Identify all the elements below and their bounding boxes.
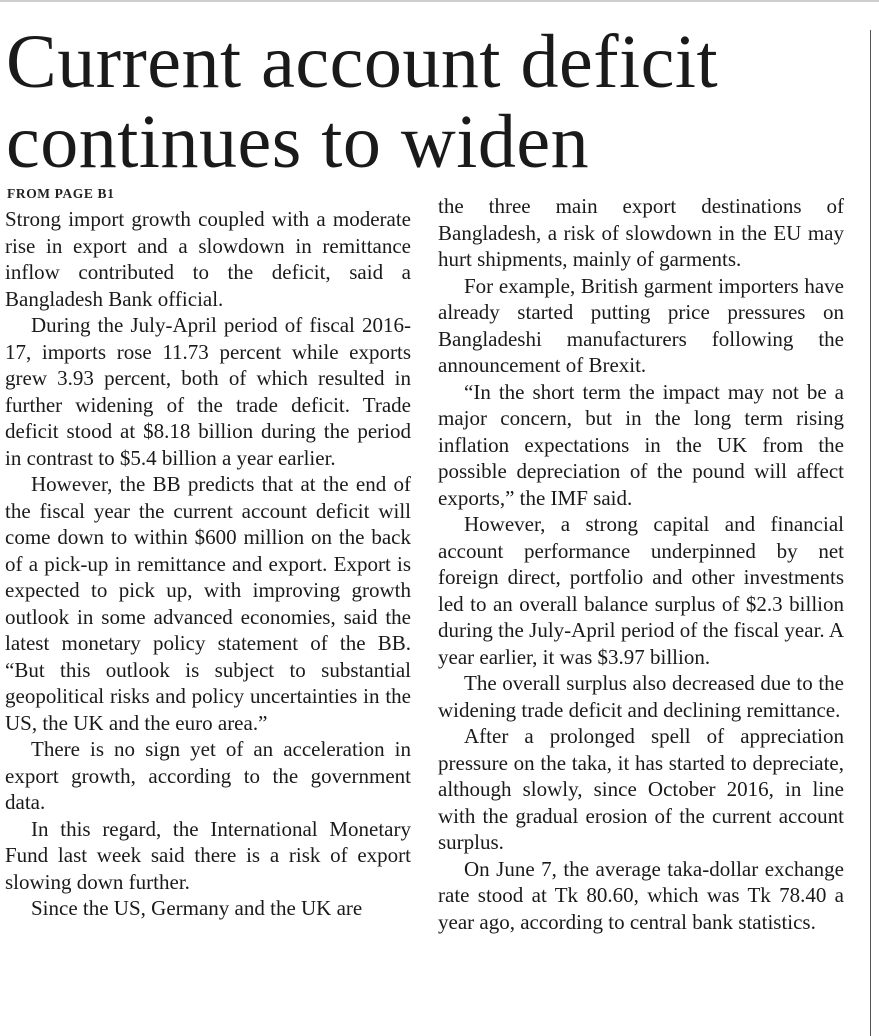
column-divider-rule [870, 30, 871, 1036]
paragraph: In this regard, the International Monetary Fund last week said there is a risk of export slowing down further. [5, 816, 411, 894]
paragraph: The overall surplus also decreased due to the widening trade deficit and declining remittance. [438, 671, 844, 722]
paragraph: However, a strong capital and financial account performance underpinned by net foreign direct, portfolio and other investments led to an overall balance surplus of $2.3 billion during the July-April period of the fiscal year. A year earlier, it was $3.97 billion. [438, 512, 844, 669]
paragraph: Since the US, Germany and the UK are [31, 896, 363, 920]
paragraph: After a prolonged spell of appreciation pressure on the taka, it has started to depreciate, although slowly, since October 2016, in line with the gradual erosion of the current account surplus. [438, 724, 844, 854]
top-border-rule [0, 0, 879, 2]
dateline: FROM PAGE B1 [7, 186, 115, 201]
paragraph: There is no sign yet of an acceleration in export growth, according to the government data. [5, 737, 411, 814]
article-column-right [438, 193, 844, 935]
headline [6, 22, 866, 182]
paragraph: the three main export destinations of Bangladesh, a risk of slowdown in the EU may hurt shipments, mainly of garments. [438, 194, 844, 271]
paragraph: During the July-April period of fiscal 2016-17, imports rose 11.73 percent while exports grew 3.93 percent, both of which resulted in further widening of the trade deficit. Trade deficit stood at $8.18 billion during the period in contrast to $5.4 billion a year earlier. [5, 313, 411, 470]
headline-line-2: continues to widen [6, 100, 590, 184]
headline-line-1: Current account deficit [6, 20, 719, 104]
paragraph: On June 7, the average taka-dollar exchange rate stood at Tk 80.60, which was Tk 78.40 a year ago, according to central bank statistics. [438, 856, 844, 934]
paragraph: Strong import growth coupled with a moderate rise in export and a slowdown in remittance inflow contributed to the deficit, said a Bangladesh Bank official. [5, 207, 411, 311]
paragraph: “In the short term the impact may not be a major concern, but in the long term rising inflation expectations in the UK from the possible depreciation of the pound will affect exports,” the IMF said. [438, 379, 844, 510]
article-column-left [5, 206, 411, 922]
paragraph: However, the BB predicts that at the end of the fiscal year the current account deficit will come down to within $600 million on the back of a pick-up in remittance and export. Export is expected to pick up, with improving growth outlook in some advanced economies, said the latest monetary policy statement of the BB. “But this outlook is subject to substantial geopolitical risks and policy uncertainties in the US, the UK and the euro area.” [5, 472, 411, 735]
paragraph: For example, British garment importers have already started putting price pressures on Bangladeshi manufacturers following the announcement of Brexit. [438, 273, 844, 377]
